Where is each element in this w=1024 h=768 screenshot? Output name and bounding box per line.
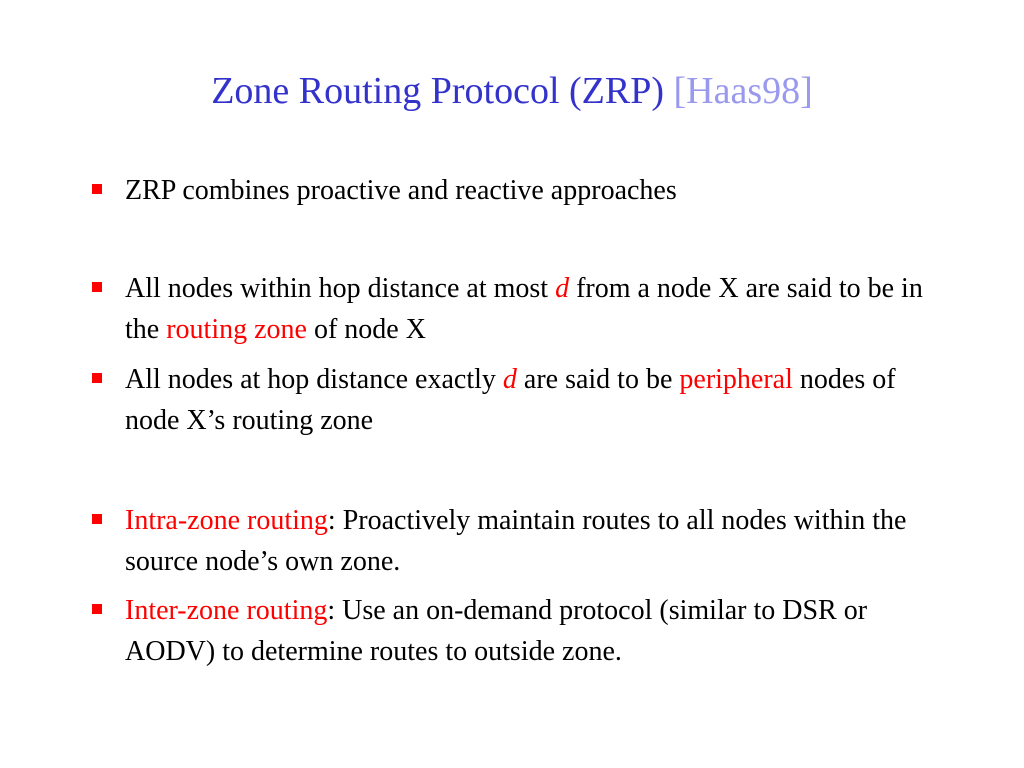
bullet-text-part: nodes of node X’s routing zone <box>125 364 896 436</box>
bullet-marker-icon <box>92 514 102 524</box>
bullet-text-part: of node X <box>306 314 426 345</box>
title-main: Zone Routing Protocol (ZRP) <box>211 70 665 112</box>
bullet-marker-icon <box>92 184 102 194</box>
bullet-text-part: from a node X are said to be in the <box>125 273 923 345</box>
bullet-item-5 <box>125 590 955 672</box>
bullet-marker-icon <box>92 373 102 383</box>
title-reference: [Haas98] <box>673 70 813 112</box>
emphasis-inter-zone-routing: Inter-zone routing <box>125 595 328 626</box>
bullet-item-3 <box>125 359 955 441</box>
bullet-marker-icon <box>92 282 102 292</box>
bullet-text: ZRP combines proactive and reactive approaches <box>125 175 677 206</box>
bullet-text: : Proactively maintain routes to all nodes within the source node’s own zone. <box>125 505 907 577</box>
emphasis-intra-zone-routing: Intra-zone routing <box>125 505 328 536</box>
bullet-text-part: All nodes within hop distance at most <box>125 273 556 304</box>
bullet-text: : Use an on-demand protocol (similar to DSR or AODV) to determine routes to outside zone. <box>125 595 868 667</box>
bullet-item-1 <box>125 170 955 211</box>
variable-d: d <box>502 364 517 395</box>
bullet-item-2 <box>125 268 955 350</box>
bullet-item-4 <box>125 500 955 582</box>
emphasis-peripheral: peripheral <box>679 364 793 395</box>
bullet-marker-icon <box>92 604 102 614</box>
bullet-text-part: are said to be <box>516 364 680 395</box>
variable-d: d <box>555 273 570 304</box>
emphasis-routing-zone: routing zone <box>166 314 307 345</box>
bullet-text-part: All nodes at hop distance exactly <box>125 364 503 395</box>
